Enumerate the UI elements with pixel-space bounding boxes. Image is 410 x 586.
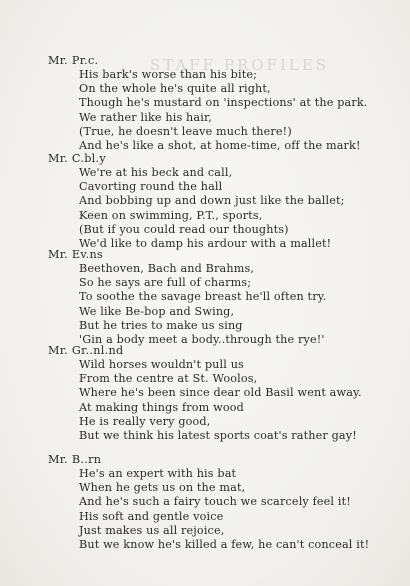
verse-line: At making things from wood	[79, 400, 244, 414]
verse-line: So he says are full of charms;	[79, 276, 252, 290]
verse-line: And he's such a fairy touch we scarcely feel it!	[79, 495, 351, 509]
show-through-heading: STAFF PROFILES	[150, 56, 330, 74]
verse-line: On the whole he's quite all right,	[79, 82, 271, 96]
verse-line: He's an expert with his bat	[79, 467, 237, 480]
verse-lines	[48, 166, 398, 251]
profile-stanza	[48, 248, 398, 347]
verse-line: We'd like to damp his ardour with a mallet!	[79, 237, 332, 251]
verse-lines	[48, 467, 398, 552]
verse-line: Just makes us all rejoice,	[79, 523, 225, 537]
staff-name: Mr. C.bl.y	[48, 152, 107, 165]
staff-name: Mr. Gr..nl.nd	[48, 344, 124, 357]
staff-name: Mr. Pr.c.	[48, 54, 99, 67]
profile-stanza	[48, 54, 398, 153]
verse-line: When he gets us on the mat,	[79, 481, 246, 495]
profile-stanza	[48, 152, 398, 251]
verse-lines	[48, 358, 398, 443]
verse-line: He is really very good,	[79, 414, 211, 428]
staff-name: Mr. Ev.ns	[48, 248, 104, 261]
verse-line: (True, he doesn't leave much there!)	[79, 124, 292, 138]
verse-line: Keen on swimming, P.T., sports,	[79, 208, 263, 222]
verse-line: We like Be-bop and Swing,	[79, 304, 235, 318]
verse-line: His soft and gentle voice	[79, 509, 224, 523]
verse-lines	[48, 68, 398, 153]
staff-name: Mr. B..rn	[48, 453, 102, 466]
verse-line: To soothe the savage breast he'll often try.	[79, 290, 327, 304]
verse-line: 'Gin a body meet a body..through the rye!'	[79, 333, 325, 347]
verse-line: From the centre at St. Woolos,	[79, 372, 258, 386]
verse-line: His bark's worse than his bite;	[79, 68, 258, 81]
verse-line: But we know he's killed a few, he can't conceal it!	[79, 538, 370, 552]
verse-line: Beethoven, Bach and Brahms,	[79, 262, 255, 275]
verse-line: We rather like his hair,	[79, 110, 212, 124]
verse-line: And bobbing up and down just like the ballet;	[79, 194, 345, 208]
verse-line: Cavorting round the hall	[79, 180, 223, 194]
profile-stanza	[48, 453, 398, 552]
verse-line: We're at his beck and call,	[79, 166, 233, 179]
profile-stanza	[48, 344, 398, 443]
verse-line: Wild horses wouldn't pull us	[79, 358, 244, 371]
verse-line: Though he's mustard on 'inspections' at the park.	[79, 96, 368, 110]
verse-line: Where he's been since dear old Basil went away.	[79, 386, 362, 400]
verse-line: And he's like a shot, at home-time, off the mark!	[79, 139, 361, 153]
verse-line: But we think his latest sports coat's rather gay!	[79, 429, 357, 443]
verse-line: (But if you could read our thoughts)	[79, 222, 289, 236]
verse-line: But he tries to make us sing	[79, 318, 243, 332]
verse-lines	[48, 262, 398, 347]
